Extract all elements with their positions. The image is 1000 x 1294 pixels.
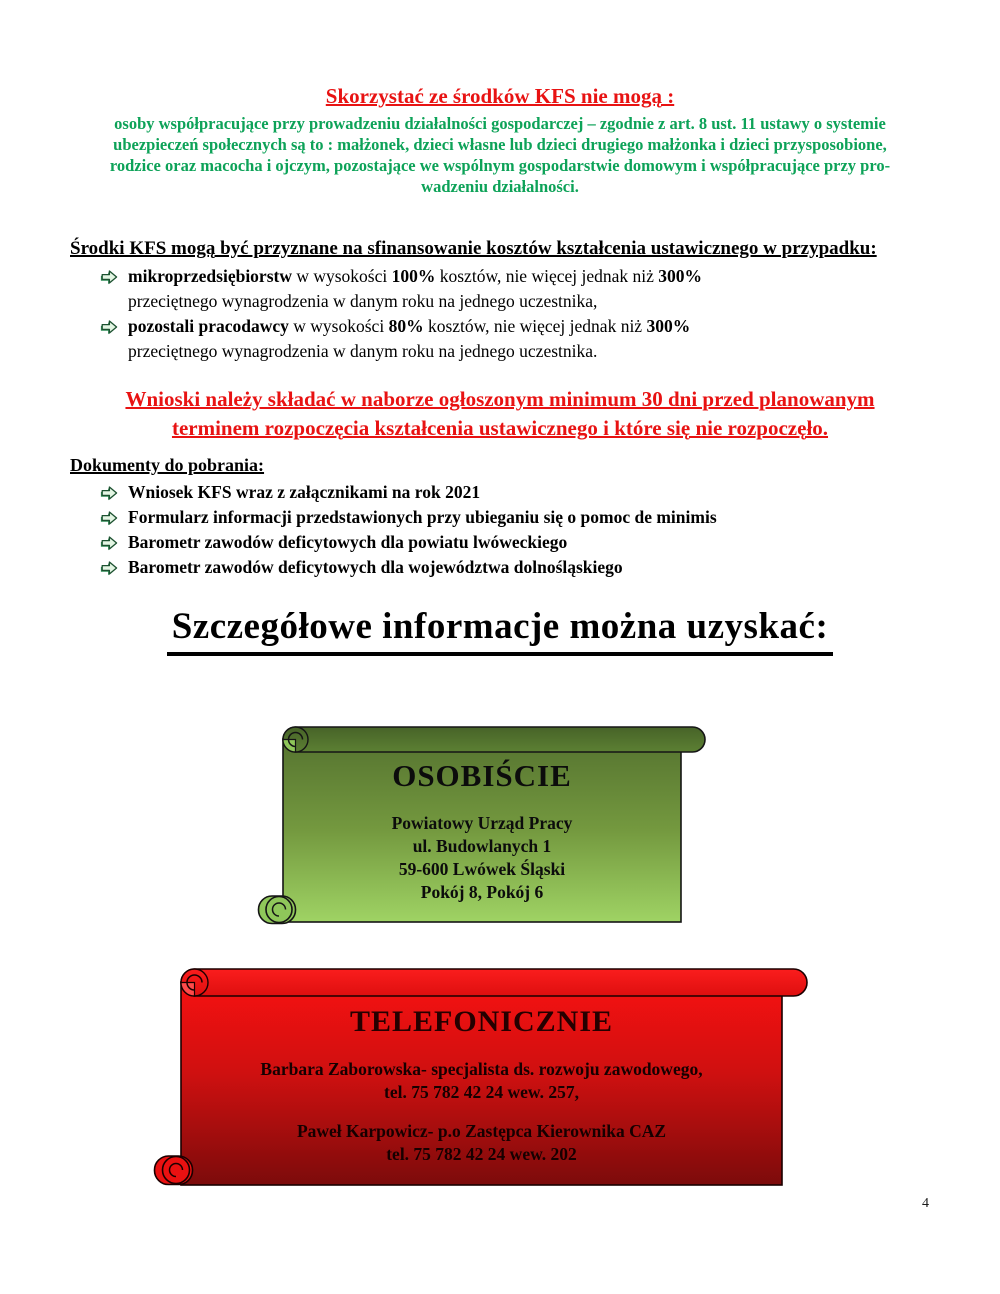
arrow-right-bullet-icon — [100, 318, 119, 335]
bullet-line-1 — [128, 264, 702, 289]
bullet-bold-percent: 100% — [391, 266, 436, 286]
bullet-text-part: kosztów, nie więcej jednak niż — [423, 316, 647, 336]
exclusion-line: rodzice oraz macocha i ojczym, pozostające we wspólnym gospodarstwie domowym i współpracujące przy pro- — [109, 156, 891, 175]
info-heading: Szczegółowe informacje można uzyskać: — [167, 605, 834, 656]
address-line: 59-600 Lwówek Śląski — [398, 859, 566, 879]
exclusion-paragraph — [40, 113, 960, 197]
bullet-text-part: w wysokości — [291, 266, 392, 286]
bullet-text-part: kosztów, nie więcej jednak niż — [435, 266, 659, 286]
contact-phone: tel. 75 782 42 24 wew. 257, — [384, 1082, 579, 1102]
downloads-heading: Dokumenty do pobrania: — [70, 455, 265, 475]
arrow-right-bullet-icon — [100, 534, 119, 551]
bullet-bold-lead: pozostali pracodawcy — [128, 316, 289, 336]
in-person-address — [283, 812, 681, 904]
in-person-title: OSOBIŚCIE — [392, 758, 572, 793]
info-heading-wrapper — [0, 605, 1000, 656]
download-item-label: Barometr zawodów deficytowych dla powiatu lwóweckiego — [128, 532, 568, 552]
arrow-right-bullet-icon — [100, 509, 119, 526]
contact-group — [181, 1120, 782, 1166]
contact-group — [181, 1058, 782, 1104]
phone-scroll-banner — [153, 968, 808, 1186]
exclusion-line: ubezpieczeń społecznych są to : małżonek, dzieci własne lub dzieci drugiego małżonka i dzieci przysposobione, — [113, 135, 887, 154]
address-line: ul. Budowlanych 1 — [412, 836, 552, 856]
download-item-label: Barometr zawodów deficytowych dla województwa dolnośląskiego — [128, 557, 623, 577]
downloads-list — [100, 480, 717, 580]
in-person-content — [283, 752, 681, 904]
bullet-bold-percent: 80% — [388, 316, 424, 336]
funding-bullet — [100, 264, 940, 314]
exclusion-heading: Skorzystać ze środków KFS nie mogą : — [325, 84, 675, 108]
download-item — [100, 505, 717, 530]
phone-content — [181, 996, 782, 1166]
bullet-bold-percent: 300% — [646, 316, 691, 336]
bullet-bold-lead: mikroprzedsiębiorstw — [128, 266, 292, 286]
phone-title: TELEFONICZNIE — [349, 1005, 614, 1038]
funding-bullet — [100, 314, 940, 364]
bullet-text-part: w wysokości — [288, 316, 389, 336]
page-number: 4 — [922, 1196, 929, 1211]
contact-phone: tel. 75 782 42 24 wew. 202 — [386, 1144, 577, 1164]
bullet-bold-percent: 300% — [658, 266, 703, 286]
bullet-line-2: przeciętnego wynagrodzenia w danym roku na jednego uczestnika. — [128, 341, 598, 361]
submission-notice — [0, 385, 1000, 443]
in-person-scroll-banner — [257, 726, 706, 925]
address-line: Powiatowy Urząd Pracy — [391, 813, 573, 833]
arrow-right-bullet-icon — [100, 268, 119, 285]
funding-heading: Środki KFS mogą być przyznane na sfinansowanie kosztów kształcenia ustawicznego w przypadku: — [70, 238, 877, 259]
funding-bullet-list — [100, 264, 940, 364]
download-item-label: Formularz informacji przedstawionych przy ubieganiu się o pomoc de minimis — [128, 507, 717, 527]
exclusion-line: wadzeniu działalności. — [421, 177, 579, 196]
download-item — [100, 555, 717, 580]
contact-name: Paweł Karpowicz- p.o Zastępca Kierownika CAZ — [296, 1121, 667, 1141]
download-item — [100, 480, 717, 505]
address-line: Pokój 8, Pokój 6 — [420, 882, 544, 902]
exclusion-line: osoby współpracujące przy prowadzeniu działalności gospodarczej – zgodnie z art. 8 ust. 11 ustawy o systemie — [114, 114, 886, 133]
download-item — [100, 530, 717, 555]
notice-line: terminem rozpoczęcia kształcenia ustawicznego i które się nie rozpoczęło. — [171, 416, 829, 440]
notice-line: Wnioski należy składać w naborze ogłoszonym minimum 30 dni przed planowanym — [125, 387, 875, 411]
arrow-right-bullet-icon — [100, 484, 119, 501]
arrow-right-bullet-icon — [100, 559, 119, 576]
contact-name: Barbara Zaborowska- specjalista ds. rozwoju zawodowego, — [260, 1059, 703, 1079]
download-item-label: Wniosek KFS wraz z załącznikami na rok 2021 — [128, 482, 481, 502]
bullet-line-2: przeciętnego wynagrodzenia w danym roku na jednego uczestnika, — [128, 291, 598, 311]
bullet-line-1 — [128, 314, 690, 339]
